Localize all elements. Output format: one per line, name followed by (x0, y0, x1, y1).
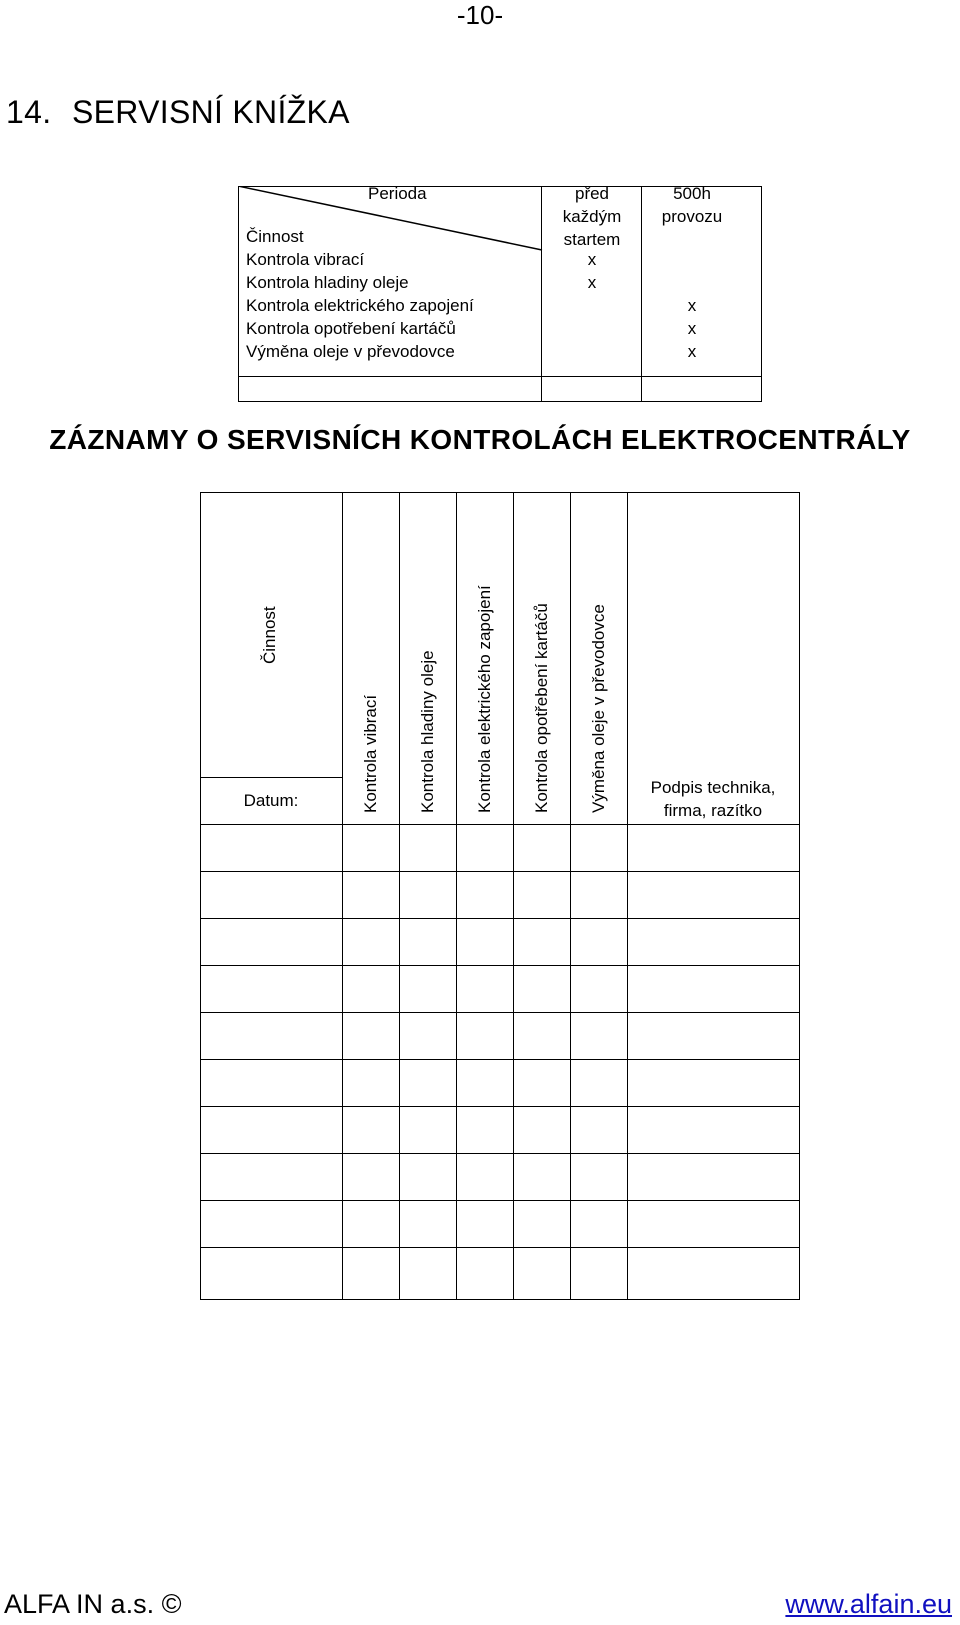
corner-activity-label: Činnost (246, 227, 304, 246)
schedule-mark: x (587, 250, 597, 269)
footer-website-link[interactable]: www.alfain.eu (785, 1589, 952, 1619)
corner-activity-label: Činnost (260, 606, 279, 664)
schedule-row-activity: Kontrola elektrického zapojení (246, 296, 474, 315)
row-divider (200, 1059, 800, 1060)
records-title: ZÁZNAMY O SERVISNÍCH KONTROLÁCH ELEKTROCENTRÁLY (49, 424, 911, 455)
column-divider (342, 492, 343, 1300)
schedule-mark: x (687, 319, 697, 338)
activity-column-header: Výměna oleje v převodovce (589, 604, 608, 813)
records-border (200, 492, 800, 1300)
activity-column-header: Kontrola vibrací (361, 694, 380, 813)
footer-company: ALFA IN a.s. © (4, 1589, 182, 1619)
header-bottom-line (200, 824, 800, 825)
row-divider (200, 1153, 800, 1154)
schedule-mark: x (687, 342, 697, 361)
schedule-mark: x (587, 273, 597, 292)
corner-period-label: Perioda (368, 184, 427, 203)
activity-column-header: Kontrola elektrického zapojení (475, 585, 494, 813)
row-divider (200, 1200, 800, 1201)
row-divider (200, 918, 800, 919)
period-header-before-start: před každým startem (562, 184, 622, 249)
section-number: 14. (6, 94, 52, 130)
column-divider (513, 492, 514, 1300)
period-header-500h: 500h provozu (661, 184, 723, 226)
column-divider (456, 492, 457, 1300)
schedule-row-activity: Kontrola hladiny oleje (246, 273, 409, 292)
schedule-row-activity: Kontrola opotřebení kartáčů (246, 319, 456, 338)
activity-column-header: Kontrola opotřebení kartáčů (532, 603, 551, 813)
section-title: SERVISNÍ KNÍŽKA (72, 94, 350, 130)
corner-date-label: Datum: (243, 791, 299, 810)
corner-divider (200, 777, 343, 778)
section-heading (6, 94, 350, 131)
service-records-table (200, 492, 800, 1300)
schedule-mark: x (687, 296, 697, 315)
row-divider (238, 376, 762, 377)
schedule-row-activity: Výměna oleje v převodovce (246, 342, 455, 361)
row-divider (200, 871, 800, 872)
maintenance-schedule-table (238, 186, 762, 402)
row-divider (200, 1247, 800, 1248)
row-divider (200, 1012, 800, 1013)
row-divider (200, 965, 800, 966)
page-number: -10- (456, 0, 504, 30)
column-divider (570, 492, 571, 1300)
row-divider (200, 1106, 800, 1107)
signature-column-header: Podpis technika, firma, razítko (650, 778, 776, 820)
schedule-row-activity: Kontrola vibrací (246, 250, 365, 269)
activity-column-header: Kontrola hladiny oleje (418, 650, 437, 813)
column-divider (399, 492, 400, 1300)
column-divider (627, 492, 628, 1300)
